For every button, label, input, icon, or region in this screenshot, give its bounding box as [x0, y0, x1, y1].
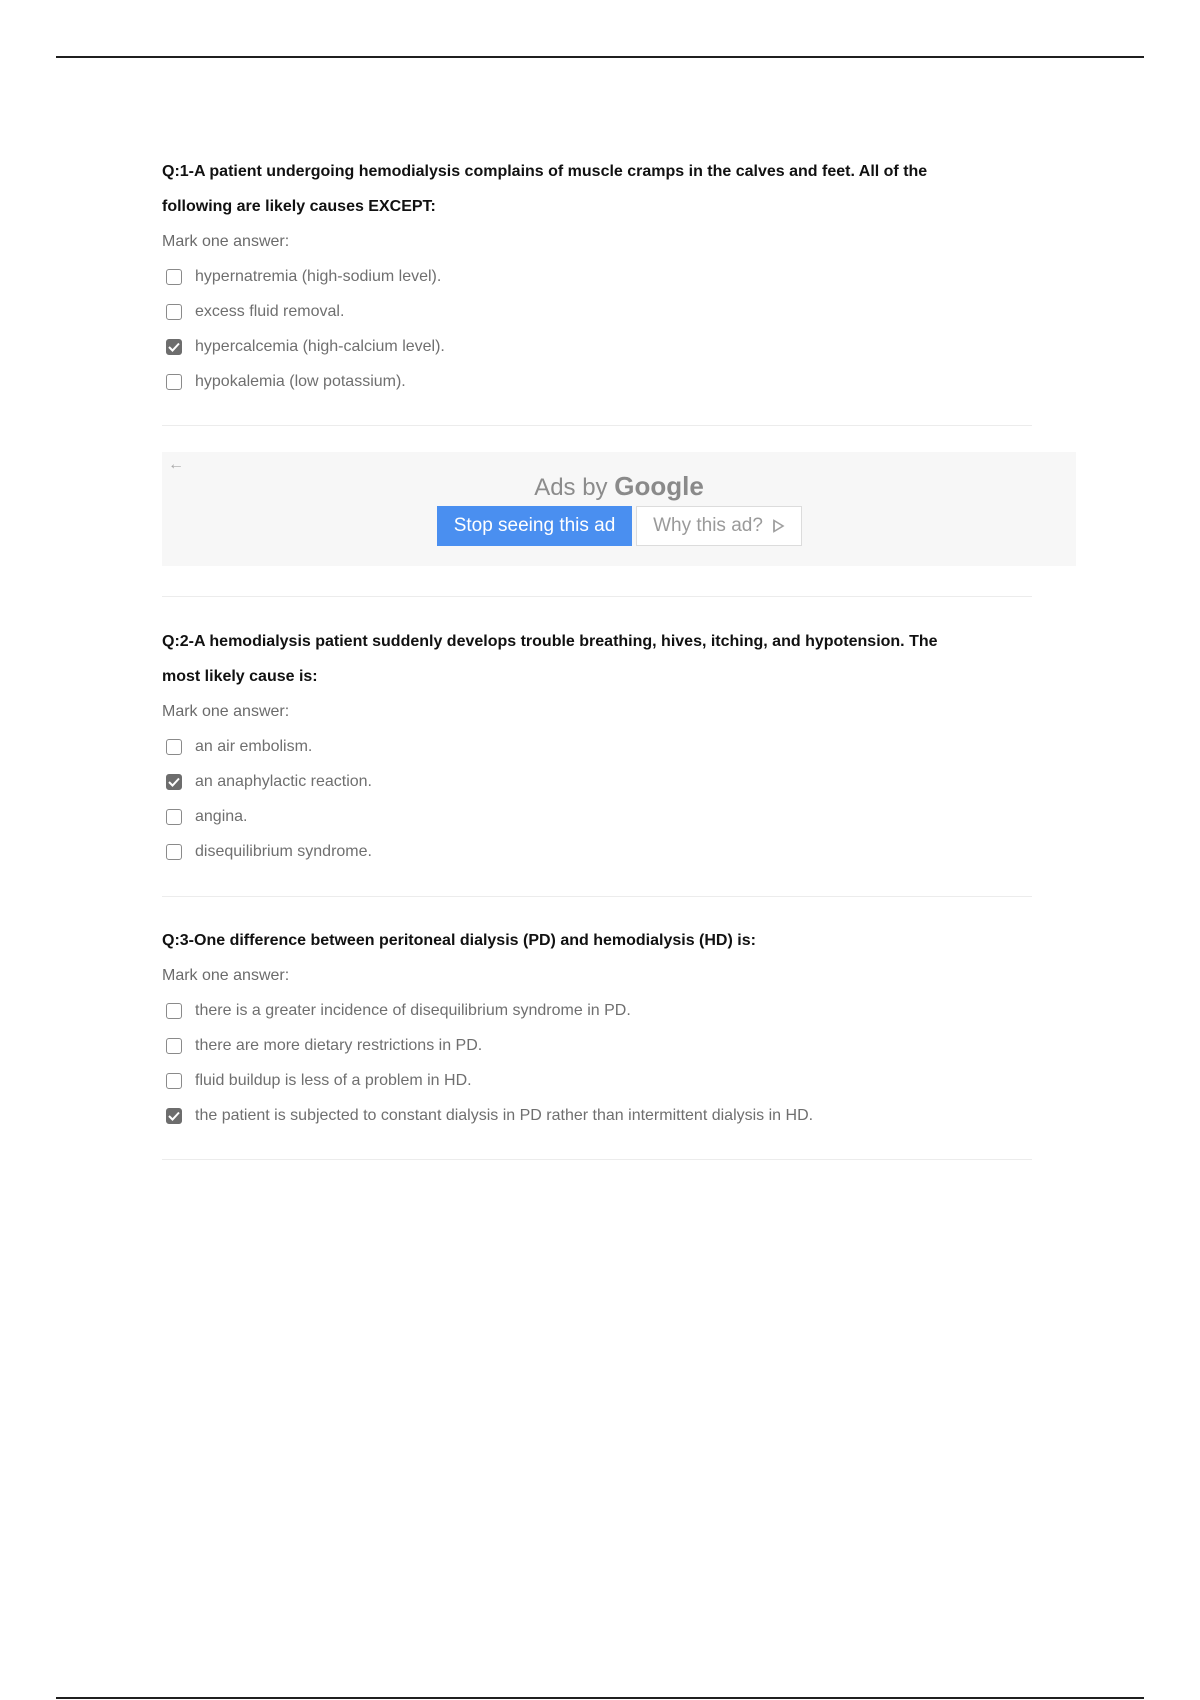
google-logo: Google [614, 471, 704, 501]
question-text [162, 624, 1032, 694]
question-text-line: most likely cause is: [162, 668, 318, 685]
answer-checkbox-checked[interactable] [166, 774, 182, 790]
answer-checkbox[interactable] [166, 844, 182, 860]
question-text [162, 923, 1032, 958]
answer-label: hypercalcemia (high-calcium level). [195, 337, 445, 355]
question-3 [162, 923, 1032, 1133]
checkmark-icon [168, 1111, 180, 1121]
why-this-ad-button[interactable] [636, 506, 802, 546]
answer-checkbox[interactable] [166, 739, 182, 755]
stop-seeing-ad-button[interactable]: Stop seeing this ad [437, 506, 632, 546]
answer-label: hypokalemia (low potassium). [195, 372, 406, 390]
question-text-line: Q:1-A patient undergoing hemodialysis complains of muscle cramps in the calves and feet. All of the [162, 163, 928, 180]
answer-options [162, 993, 1032, 1133]
answer-label: the patient is subjected to constant dialysis in PD rather than intermittent dialysis in HD. [195, 1106, 814, 1124]
answer-option[interactable] [162, 329, 1032, 364]
question-2 [162, 624, 1032, 869]
answer-options [162, 729, 1032, 869]
checkmark-icon [168, 777, 180, 787]
play-triangle-outline-icon [772, 519, 785, 533]
question-text-line: Q:2-A hemodialysis patient suddenly develops trouble breathing, hives, itching, and hypotension. The [162, 633, 938, 650]
divider [162, 596, 1032, 597]
answer-option[interactable] [162, 364, 1032, 399]
answer-checkbox[interactable] [166, 374, 182, 390]
question-1 [162, 154, 1032, 399]
question-text-line: Q:3-One difference between peritoneal dialysis (PD) and hemodialysis (HD) is: [162, 932, 756, 949]
answer-option[interactable] [162, 729, 1032, 764]
header-rule [56, 56, 1144, 58]
answer-label: there are more dietary restrictions in PD. [195, 1036, 483, 1054]
ads-by-google-title [162, 471, 1076, 502]
answer-label: fluid buildup is less of a problem in HD. [195, 1071, 472, 1089]
quiz-content [162, 154, 1032, 1160]
answer-label: there is a greater incidence of disequilibrium syndrome in PD. [195, 1001, 631, 1019]
back-arrow-icon[interactable]: ← [168, 456, 184, 473]
answer-label: hypernatremia (high-sodium level). [195, 267, 442, 285]
checkmark-icon [168, 342, 180, 352]
question-text-line: following are likely causes EXCEPT: [162, 198, 436, 215]
ad-banner [162, 452, 1076, 566]
mark-one-answer-label: Mark one answer: [162, 233, 290, 250]
question-text [162, 154, 1032, 224]
answer-label: disequilibrium syndrome. [195, 842, 372, 860]
answer-option[interactable] [162, 1028, 1032, 1063]
mark-one-answer-label: Mark one answer: [162, 967, 290, 984]
ads-by-label: Ads by [534, 474, 608, 501]
answer-option[interactable] [162, 1098, 1032, 1133]
answer-options [162, 259, 1032, 399]
answer-option[interactable] [162, 259, 1032, 294]
answer-checkbox[interactable] [166, 1038, 182, 1054]
answer-label: angina. [195, 807, 248, 825]
footer-rule [56, 1697, 1144, 1699]
answer-option[interactable] [162, 834, 1032, 869]
ad-buttons [437, 506, 802, 546]
answer-option[interactable] [162, 1063, 1032, 1098]
answer-label: an anaphylactic reaction. [195, 772, 372, 790]
mark-one-answer-label: Mark one answer: [162, 703, 290, 720]
answer-checkbox[interactable] [166, 1073, 182, 1089]
answer-checkbox[interactable] [166, 304, 182, 320]
answer-option[interactable] [162, 294, 1032, 329]
answer-option[interactable] [162, 799, 1032, 834]
answer-checkbox-checked[interactable] [166, 1108, 182, 1124]
answer-checkbox[interactable] [166, 1003, 182, 1019]
answer-checkbox-checked[interactable] [166, 339, 182, 355]
divider [162, 1159, 1032, 1160]
answer-option[interactable] [162, 764, 1032, 799]
answer-checkbox[interactable] [166, 269, 182, 285]
answer-label: an air embolism. [195, 737, 313, 755]
why-this-ad-label: Why this ad? [653, 515, 763, 536]
divider [162, 896, 1032, 897]
answer-option[interactable] [162, 993, 1032, 1028]
answer-checkbox[interactable] [166, 809, 182, 825]
answer-label: excess fluid removal. [195, 302, 345, 320]
